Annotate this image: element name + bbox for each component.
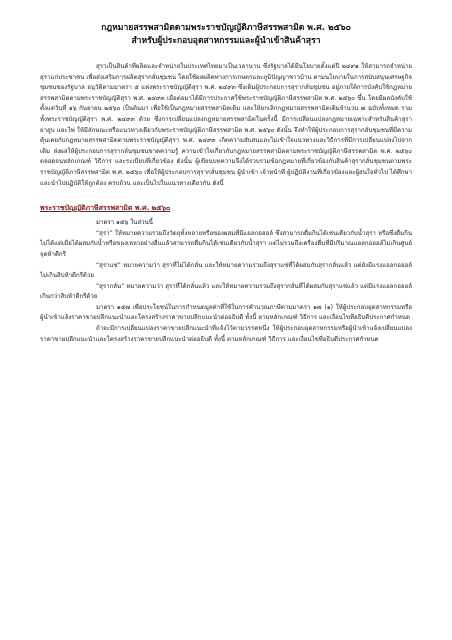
article-157: มาตรา ๑๕๗ เพื่อประโยชน์ในการกำหนดมูลค่าที่ใช้ในการคำนวณภาษีตามมาตรา ๑๗ (๑) ให้ผู้ประกอบอุตสาหกรรมหรือผู้นำเข้าแจ้งราคาขายปลีกแนะนำและโครงสร้างราคาขายปลีกแนะนำต่ออธิบดี ทั้งนี้ ตามหลักเกณฑ์ วิธีการ และเงื่อนไขที่อธิบดีประกาศกำหนด (40, 303, 412, 322)
title-block (40, 22, 412, 48)
section-heading: พระราชบัญญัติภาษีสรรพสามิต พ.ศ. ๒๕๖๐ (40, 204, 171, 213)
document-title: กฎหมายสรรพสามิตตามพระราชบัญญัติภาษีสรรพสามิต พ.ศ. ๒๕๖๐ (101, 23, 351, 33)
definition-sura-che: “สุราแช่” หมายความว่า สุราที่ไม่ได้กลั่น และให้หมายความรวมถึงสุราแช่ที่ได้ผสมกับสุรากลั่นแล้ว แต่ยังมีแรงแอลกอฮอล์ไม่เกินสิบห้าดีกรีด้วย (40, 261, 412, 280)
article-156-heading: มาตรา ๑๕๖ ในส่วนนี้ (96, 219, 153, 227)
document-subtitle: สำหรับผู้ประกอบอุตสาหกรรมและผู้นำเข้าสินค้าสุรา (131, 36, 321, 46)
article-157-para-2: ถ้าจะมีการเปลี่ยนแปลงราคาขายปลีกแนะนำที่แจ้งไว้ตามวรรคหนึ่ง ให้ผู้ประกอบอุตสาหกรรมหรือผู้นำเข้าแจ้งเปลี่ยนแปลงราคาขายปลีกแนะนำและโครงสร้างราคาขายปลีกแนะนำต่ออธิบดี ทั้งนี้ ตามหลักเกณฑ์ วิธีการ และเงื่อนไขที่อธิบดีประกาศกำหนด (40, 325, 412, 343)
definition-sura: “สุรา” ให้หมายความรวมถึงวัตถุทั้งหลายหรือของผสมที่มีแอลกอฮอล์ ซึ่งสามารถดื่มกินได้เช่นเดียวกับน้ำสุรา หรือซึ่งดื่มกินไม่ได้แต่เมื่อได้ผสมกับน้ำหรือของเหลวอย่างอื่นแล้วสามารถดื่มกินได้เช่นเดียวกับน้ำสุรา แต่ไม่รวมถึงเครื่องดื่มที่มีปริมาณแอลกอฮอล์ไม่เกินศูนย์จุดห้าดีกรี (40, 229, 412, 258)
definition-sura-klan: “สุรากลั่น” หมายความว่า สุราที่ได้กลั่นแล้ว และให้หมายความรวมถึงสุรากลั่นที่ได้ผสมกับสุราแช่แล้ว แต่มีแรงแอลกอฮอล์เกินกว่าสิบห้าดีกรีด้วย (40, 282, 412, 301)
intro-paragraph: สุราเป็นสินค้าที่ผลิตและจำหน่ายในประเทศไทยมาเป็นเวลานาน ซึ่งรัฐบาลได้มีนโยบายตั้งแต่ปี ๒๔๙๑ ให้สามารถจำหน่ายสุราแก่ประชาชน เพื่อส่งเสริมการผลิตสุรากลั่นชุมชน โดยใช้ผลผลิตทางการเกษตรและภูมิปัญญาชาวบ้าน ตามนโยบายในการสนับสนุนเศรษฐกิจชุมชนของรัฐบาล อนุวัติตามมาตรา ๕ แห่งพระราชบัญญัติสุรา พ.ศ. ๒๔๙๓ ซึ่งเดิมผู้ประกอบการสุรากลั่นชุมชน อยู่ภายใต้การบังคับใช้กฎหมายสรรพสามิตตามพระราชบัญญัติสุรา พ.ศ. ๒๔๙๓ เมื่อต่อมาได้มีการประกาศใช้พระราชบัญญัติภาษีสรรพสามิต พ.ศ. ๒๕๖๐ ขึ้น โดยมีผลบังคับใช้ตั้งแต่วันที่ ๑๖ กันยายน ๒๕๖๐ เป็นต้นมา เพื่อใช้เป็นกฎหมายสรรพสามิตเดิม และให้ยกเลิกกฎหมายสรรพสามิตเดิมจำนวน ๗ ฉบับทั้งหมด รวมทั้งพระราชบัญญัติสุรา พ.ศ. ๒๔๙๓ ด้วย ซึ่งการเปลี่ยนแปลงกฎหมายสรรพสามิตในครั้งนี้ มีการเปลี่ยนแปลงกฎหมายเฉพาะสำหรับสินค้าสุรา ยาสูบ และไพ่ ให้มีลักษณะหรือแนวทางเดียวกับพระราชบัญญัติภาษีสรรพสามิต พ.ศ. ๒๕๖๐ ดังนั้น จึงทำให้ผู้ประกอบการสุรากลั่นชุมชนที่มีความคุ้นเคยกับกฎหมายสรรพสามิตตามพระราชบัญญัติสุรา พ.ศ. ๒๔๙๓ เกิดความสับสนและไม่เข้าใจแนวทางและวิธีการที่มีการเปลี่ยนแปลงไปจากเดิม ส่งผลให้ผู้ประกอบการสุรากลั่นชุมชนขาดความรู้ ความเข้าใจเกี่ยวกับกฎหมายสรรพสามิตตามพระราชบัญญัติภาษีสรรพสามิต พ.ศ. ๒๕๖๐ ตลอดจนหลักเกณฑ์ วิธีการ และระเบียบที่เกี่ยวข้อง ดังนั้น ผู้เขียนบทความจึงได้รวบรวมข้อกฎหมายที่เกี่ยวข้องกับสินค้าสุรากลั่นชุมชนตามพระราชบัญญัติภาษีสรรพสามิต พ.ศ. ๒๕๖๐ เพื่อให้ผู้ประกอบการสุรากลั่นชุมชน ผู้นำเข้า เจ้าหน้าที่ ผู้ปฏิบัติงานที่เกี่ยวข้องและผู้สนใจทั่วไป ได้ศึกษาและนำไปปฏิบัติให้ถูกต้อง ครบถ้วน และเป็นไปในแนวทางเดียวกัน ดังนี้ (40, 63, 412, 187)
